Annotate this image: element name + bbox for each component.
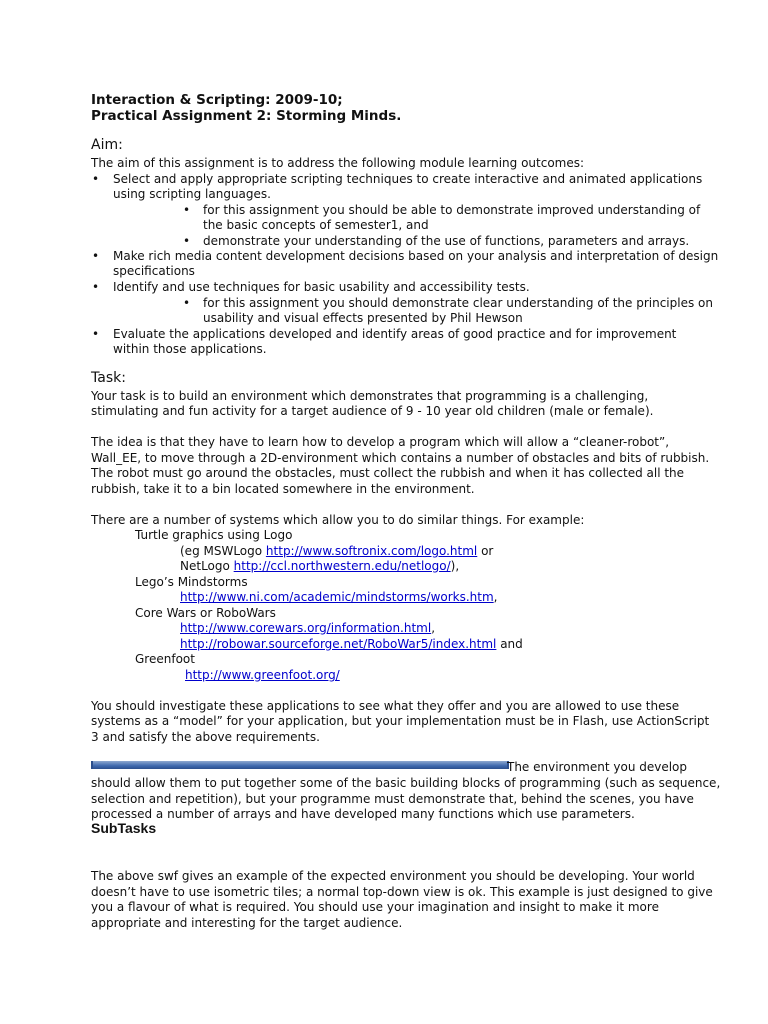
system-corewars: Core Wars or RoboWars xyxy=(135,606,276,620)
task-p4-line3: 3 and satisfy the above requirements. xyxy=(91,730,320,744)
aim-intro: The aim of this assignment is to address the following module learning outcomes: xyxy=(91,156,585,170)
link-corewars[interactable]: http://www.corewars.org/information.html xyxy=(180,621,432,635)
bullet-marker: • xyxy=(92,172,100,186)
task-p1-line1: Your task is to build an environment which demonstrates that programming is a challenging, xyxy=(91,389,649,403)
aim-bullet-4-line2: within those applications. xyxy=(113,342,267,356)
task-p4-line1: You should investigate these applications to see what they offer and you are allowed to use these xyxy=(91,699,680,713)
system-corewars-link-line: http://www.corewars.org/information.html, xyxy=(180,621,436,635)
link-mswlogo[interactable]: http://www.softronix.com/logo.html xyxy=(265,544,478,558)
task-heading: Task: xyxy=(91,370,126,386)
task-p2-line4: rubbish, take it to a bin located somewhere in the environment. xyxy=(91,482,475,496)
aim-bullet-3: Identify and use techniques for basic usability and accessibility tests. xyxy=(113,280,530,294)
bullet-marker: • xyxy=(92,249,100,263)
aim-subbullet-1a-line2: the basic concepts of semester1, and xyxy=(203,218,429,232)
bullet-marker: • xyxy=(92,280,100,294)
task-p2-line2: Wall_EE, to move through a 2D-environment which contains a number of obstacles and bits of rubbish. xyxy=(91,451,710,465)
aim-bullet-4-line1: Evaluate the applications developed and identify areas of good practice and for improvement xyxy=(113,327,677,341)
doc-title-line2: Practical Assignment 2: Storming Minds. xyxy=(91,108,402,124)
subtasks-heading: SubTasks xyxy=(91,820,157,836)
system-netlogo-line: NetLogo http://ccl.northwestern.edu/netlogo/), xyxy=(180,559,460,573)
task-p5-line2: selection and repetition), but your programme must demonstrate that, behind the scenes, you have xyxy=(91,792,694,806)
aim-subbullet-3a-line1: for this assignment you should demonstrate clear understanding of the principles on xyxy=(203,296,713,310)
link-netlogo[interactable]: http://ccl.northwestern.edu/netlogo/ xyxy=(233,559,451,573)
system-robowar-link-line: http://robowar.sourceforge.net/RoboWar5/index.html and xyxy=(180,637,523,651)
system-lego: Lego’s Mindstorms xyxy=(135,575,248,589)
aim-subbullet-1a-line1: for this assignment you should be able to demonstrate improved understanding of xyxy=(203,203,701,217)
aim-bullet-1-line2: using scripting languages. xyxy=(113,187,271,201)
task-p2-line1: The idea is that they have to learn how to develop a program which will allow a “cleaner-robot”, xyxy=(91,435,670,449)
task-p5-line3: processed a number of arrays and have developed many functions which use parameters. xyxy=(91,807,635,821)
link-robowar[interactable]: http://robowar.sourceforge.net/RoboWar5/index.html xyxy=(180,637,497,651)
aim-heading: Aim: xyxy=(91,137,123,153)
aim-bullet-2-line2: specifications xyxy=(113,264,195,278)
task-p5-first: The environment you develop xyxy=(507,760,688,774)
task-p4-line2: systems as a “model” for your application, but your implementation must be in Flash, use ActionScript xyxy=(91,714,710,728)
doc-title-line1: Interaction & Scripting: 2009-10; xyxy=(91,92,343,108)
subtasks-p1-line4: appropriate and interesting for the target audience. xyxy=(91,916,403,930)
bullet-marker: • xyxy=(92,327,100,341)
system-lego-link-line: http://www.ni.com/academic/mindstorms/works.htm, xyxy=(180,590,498,604)
task-p1-line2: stimulating and fun activity for a target audience of 9 - 10 year old children (male or female). xyxy=(91,404,654,418)
embedded-swf-bar[interactable] xyxy=(91,761,509,769)
task-p3: There are a number of systems which allow you to do similar things. For example: xyxy=(91,513,585,527)
aim-subbullet-3a-line2: usability and visual effects presented by Phil Hewson xyxy=(203,311,523,325)
bullet-marker: • xyxy=(183,203,191,217)
bullet-marker: • xyxy=(183,296,191,310)
aim-bullet-2-line1: Make rich media content development decisions based on your analysis and interpretation of design xyxy=(113,249,719,263)
system-greenfoot-link-line xyxy=(185,668,340,683)
aim-subbullet-1b: demonstrate your understanding of the use of functions, parameters and arrays. xyxy=(203,234,690,248)
system-greenfoot: Greenfoot xyxy=(135,652,195,666)
aim-bullet-1-line1: Select and apply appropriate scripting techniques to create interactive and animated applications xyxy=(113,172,703,186)
subtasks-p1-line2: doesn’t have to use isometric tiles; a normal top-down view is ok. This example is just designed to give xyxy=(91,885,713,899)
link-greenfoot[interactable]: http://www.greenfoot.org/ xyxy=(185,668,340,682)
system-mswlogo-line: (eg MSWLogo http://www.softronix.com/logo.html or xyxy=(180,544,494,558)
link-mindstorms[interactable]: http://www.ni.com/academic/mindstorms/works.htm xyxy=(180,590,494,604)
subtasks-p1-line3: you a flavour of what is required. You should use your imagination and insight to make it more xyxy=(91,900,659,914)
subtasks-p1-line1: The above swf gives an example of the expected environment you should be developing. Your world xyxy=(91,869,695,883)
system-turtle: Turtle graphics using Logo xyxy=(135,528,293,542)
bullet-marker: • xyxy=(183,234,191,248)
task-p2-line3: The robot must go around the obstacles, must collect the rubbish and when it has collected all the xyxy=(91,466,685,480)
task-p5-line1: should allow them to put together some of the basic building blocks of programming (such as sequence, xyxy=(91,776,721,790)
